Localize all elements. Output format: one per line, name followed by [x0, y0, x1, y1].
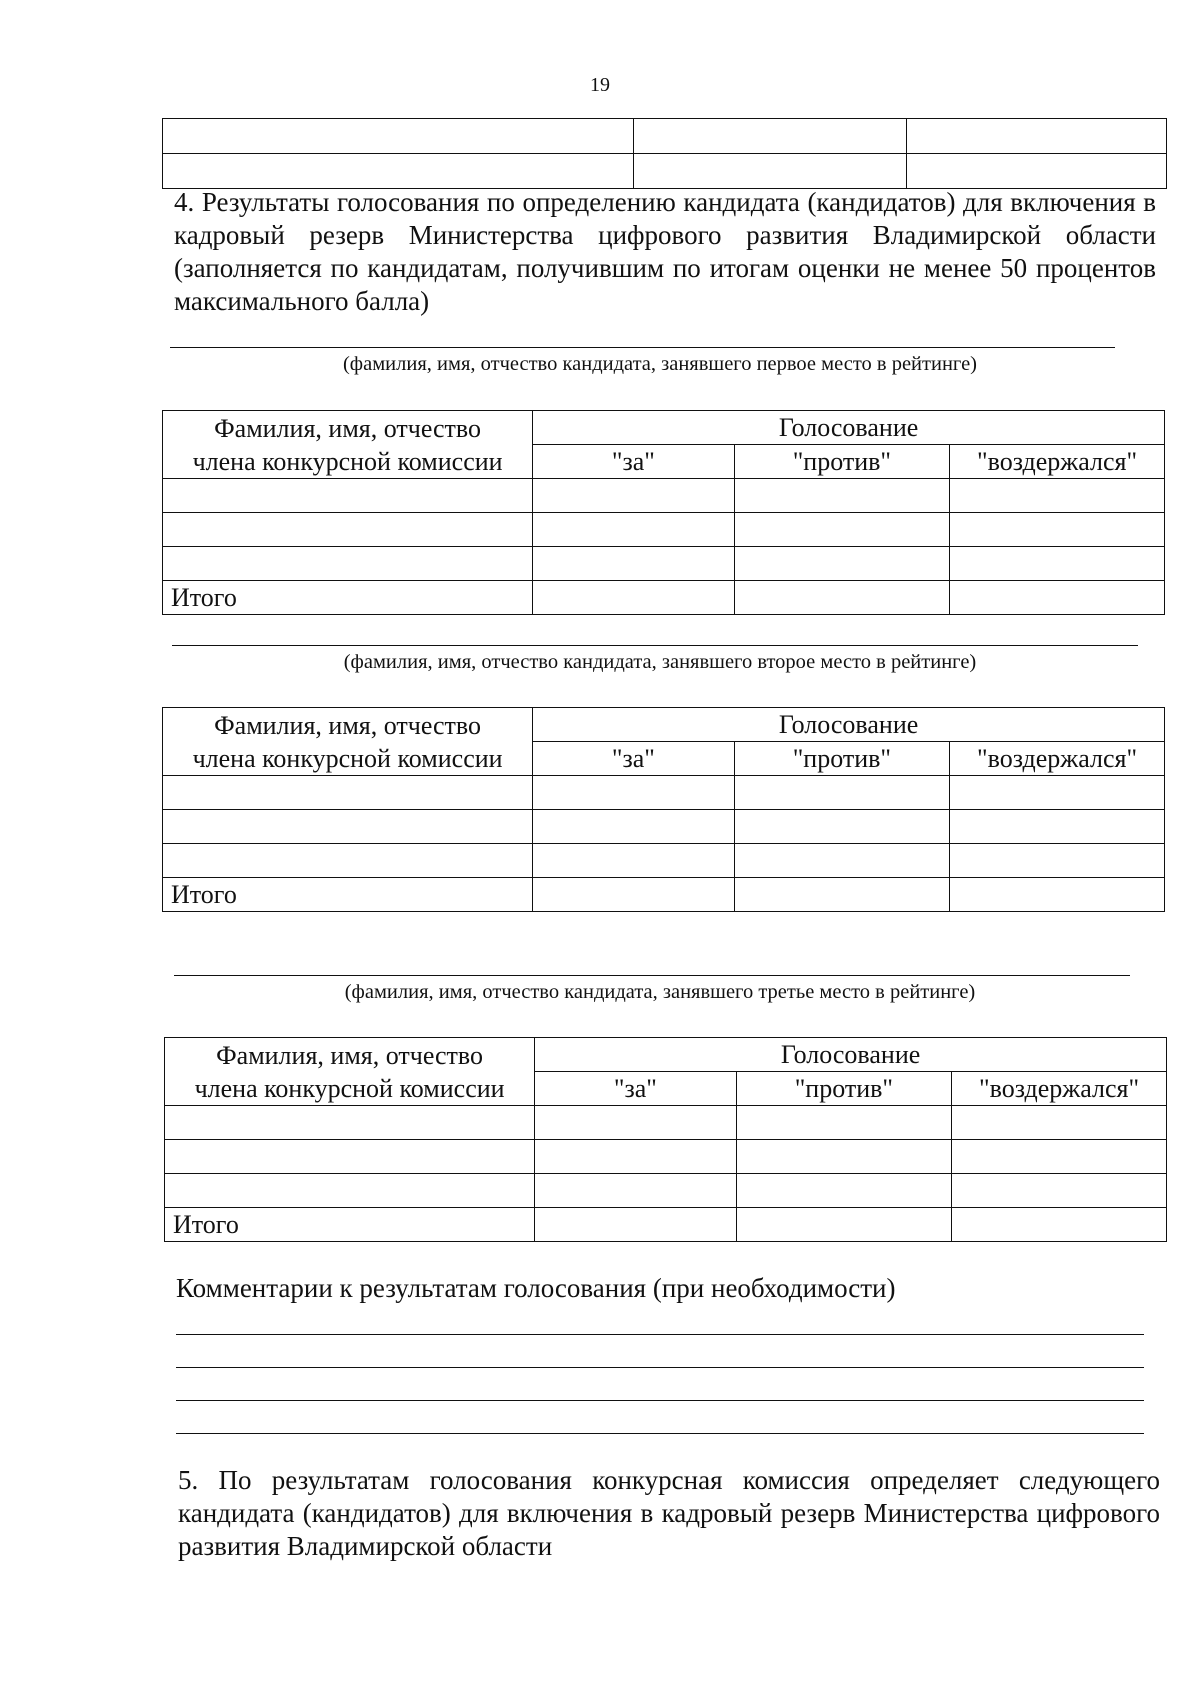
- table-row: [163, 844, 1165, 878]
- table-cell[interactable]: [165, 1106, 535, 1140]
- table-cell[interactable]: [533, 878, 734, 912]
- table-cell[interactable]: [634, 154, 907, 189]
- table-row: [163, 119, 1167, 154]
- candidate-3-caption: (фамилия, имя, отчество кандидата, занявшего третье место в рейтинге): [344, 981, 976, 1003]
- table-cell[interactable]: [736, 1174, 952, 1208]
- table-row: [165, 1174, 1167, 1208]
- table-cell[interactable]: [950, 547, 1165, 581]
- table-cell[interactable]: [165, 1174, 535, 1208]
- table-cell[interactable]: [907, 154, 1167, 189]
- table-cell[interactable]: [734, 776, 950, 810]
- table-cell[interactable]: [952, 1174, 1167, 1208]
- table-cell[interactable]: [734, 810, 950, 844]
- table-cell[interactable]: [163, 119, 634, 154]
- candidate-2-caption: (фамилия, имя, отчество кандидата, занявшего второе место в рейтинге): [343, 651, 977, 673]
- table-cell[interactable]: [533, 776, 734, 810]
- table-header-row: [163, 411, 1165, 445]
- total-label: Итого: [163, 581, 533, 615]
- comments-label: Комментарии к результатам голосования (при необходимости): [176, 1273, 896, 1303]
- candidate-1-caption: (фамилия, имя, отчество кандидата, занявшего первое место в рейтинге): [342, 353, 977, 375]
- member-name-header-line1: Фамилия, имя, отчество: [214, 413, 482, 443]
- table-cell[interactable]: [950, 776, 1165, 810]
- against-header: "против": [734, 445, 950, 479]
- table-cell[interactable]: [734, 878, 950, 912]
- table-cell[interactable]: [907, 119, 1167, 154]
- table-cell[interactable]: [950, 844, 1165, 878]
- table-cell[interactable]: [950, 479, 1165, 513]
- total-row: [163, 581, 1165, 615]
- continued-table: [162, 118, 1167, 189]
- table-cell[interactable]: [163, 547, 533, 581]
- table-cell[interactable]: [163, 513, 533, 547]
- table-cell[interactable]: [734, 581, 950, 615]
- for-header: "за": [535, 1072, 736, 1106]
- table-row: [165, 1106, 1167, 1140]
- table-cell[interactable]: [533, 581, 734, 615]
- table-cell[interactable]: [163, 810, 533, 844]
- table-row: [163, 776, 1165, 810]
- table-cell[interactable]: [533, 844, 734, 878]
- table-row: [163, 479, 1165, 513]
- for-header: "за": [533, 445, 734, 479]
- comment-line-1[interactable]: [176, 1334, 1144, 1335]
- table-cell[interactable]: [163, 776, 533, 810]
- table-cell[interactable]: [163, 844, 533, 878]
- table-row: [163, 513, 1165, 547]
- candidate-2-name-line[interactable]: [172, 645, 1138, 646]
- table-cell[interactable]: [533, 513, 734, 547]
- table-cell[interactable]: [952, 1106, 1167, 1140]
- against-header: "против": [734, 742, 950, 776]
- candidate-1-name-line[interactable]: [170, 347, 1115, 348]
- candidate-2-vote-table: [162, 707, 1165, 912]
- table-cell[interactable]: [952, 1208, 1167, 1242]
- table-cell[interactable]: [535, 1174, 736, 1208]
- table-cell[interactable]: [634, 119, 907, 154]
- table-cell[interactable]: [736, 1106, 952, 1140]
- table-cell[interactable]: [734, 513, 950, 547]
- member-name-header-line1: Фамилия, имя, отчество: [214, 710, 482, 740]
- table-header-row: [165, 1038, 1167, 1072]
- page-number: 19: [590, 74, 610, 96]
- table-cell[interactable]: [535, 1140, 736, 1174]
- total-label: Итого: [163, 878, 533, 912]
- comment-line-4[interactable]: [176, 1433, 1144, 1434]
- table-cell[interactable]: [533, 479, 734, 513]
- table-cell[interactable]: [736, 1208, 952, 1242]
- table-cell[interactable]: [535, 1208, 736, 1242]
- abstained-header: "воздержался": [950, 742, 1165, 776]
- table-cell[interactable]: [163, 154, 634, 189]
- candidate-3-vote-table: [164, 1037, 1167, 1242]
- voting-header: Голосование: [535, 1038, 1167, 1072]
- total-row: [163, 878, 1165, 912]
- table-cell[interactable]: [950, 878, 1165, 912]
- voting-header: Голосование: [533, 708, 1165, 742]
- section-5-text: 5. По результатам голосования конкурсная комиссия определяет следующего кандидата (кандидатов) для включения в кадровый резерв Министерства цифрового развития Владимирской области: [178, 1465, 1160, 1561]
- table-row: [163, 547, 1165, 581]
- table-cell[interactable]: [163, 479, 533, 513]
- table-cell[interactable]: [734, 547, 950, 581]
- table-cell[interactable]: [734, 479, 950, 513]
- member-name-header-line1: Фамилия, имя, отчество: [216, 1040, 484, 1070]
- total-row: [165, 1208, 1167, 1242]
- table-cell[interactable]: [950, 513, 1165, 547]
- table-cell[interactable]: [535, 1106, 736, 1140]
- table-row: [165, 1140, 1167, 1174]
- comment-line-3[interactable]: [176, 1400, 1144, 1401]
- member-name-header-line2: члена конкурсной комиссии: [192, 446, 503, 476]
- member-name-header: [165, 1038, 535, 1106]
- member-name-header-line2: члена конкурсной комиссии: [194, 1073, 505, 1103]
- table-row: [163, 154, 1167, 189]
- table-cell[interactable]: [734, 844, 950, 878]
- section-4-text: 4. Результаты голосования по определению кандидата (кандидатов) для включения в кадровый резерв Министерства цифрового развития Владимирской области (заполняется по кандидатам, получившим по итогам оценки не менее 50 процентов максимального балла): [174, 187, 1156, 316]
- total-label: Итого: [165, 1208, 535, 1242]
- for-header: "за": [533, 742, 734, 776]
- comment-line-2[interactable]: [176, 1367, 1144, 1368]
- candidate-1-vote-table: [162, 410, 1165, 615]
- table-header-row: [163, 708, 1165, 742]
- table-cell[interactable]: [952, 1140, 1167, 1174]
- member-name-header-line2: члена конкурсной комиссии: [192, 743, 503, 773]
- abstained-header: "воздержался": [952, 1072, 1167, 1106]
- table-cell[interactable]: [165, 1140, 535, 1174]
- against-header: "против": [736, 1072, 952, 1106]
- table-row: [163, 810, 1165, 844]
- table-cell[interactable]: [950, 581, 1165, 615]
- table-cell[interactable]: [533, 810, 734, 844]
- member-name-header: [163, 411, 533, 479]
- member-name-header: [163, 708, 533, 776]
- table-cell[interactable]: [736, 1140, 952, 1174]
- table-cell[interactable]: [533, 547, 734, 581]
- voting-header: Голосование: [533, 411, 1165, 445]
- table-cell[interactable]: [950, 810, 1165, 844]
- candidate-3-name-line[interactable]: [174, 975, 1130, 976]
- abstained-header: "воздержался": [950, 445, 1165, 479]
